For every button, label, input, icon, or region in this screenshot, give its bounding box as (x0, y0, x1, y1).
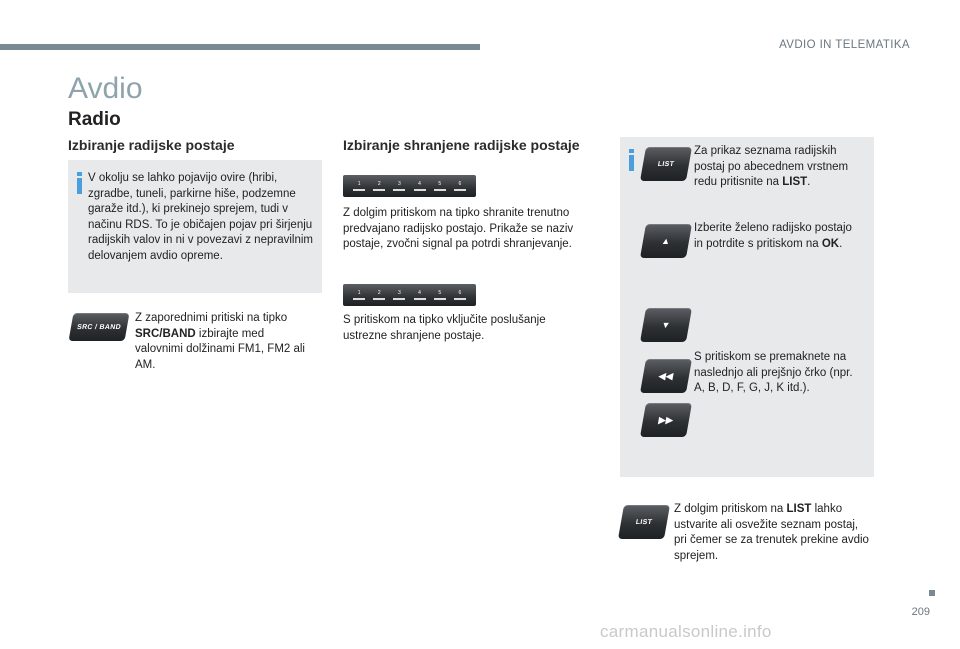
text-part: . (807, 176, 811, 188)
list-refresh-text (674, 502, 869, 564)
forward-glyph: ▶▶ (657, 414, 675, 425)
src-band-button-icon (69, 313, 130, 341)
rewind-icon (640, 359, 692, 393)
list-text (694, 144, 864, 191)
preset-buttons-icon-2 (343, 284, 476, 306)
text-part: izbirajte med valovnimi dolžinami FM1, FM2 ali AM. (135, 327, 305, 371)
preset-1: 1 (353, 181, 365, 191)
preset-recall-text: S pritiskom na tipko vključite poslušanje ustrezne shranjene postaje. (343, 314, 546, 342)
preset-3: 3 (393, 181, 405, 191)
select-station-text (694, 221, 864, 252)
text-part: Izberite želeno radijsko postajo in potrdite s pritiskom na (694, 222, 852, 250)
preset-6: 6 (454, 181, 466, 191)
preset-store-text: Z dolgim pritiskom na tipko shranite trenutno predvajano radijsko postajo. Prikaže se naziv postaje, zvočni signal pa potrdi shranjevanje. (343, 207, 574, 250)
preset-4: 4 (414, 181, 426, 191)
info-text: V okolju se lahko pojavijo ovire (hribi, zgradbe, tuneli, parkirne hiše, podzemne garaže itd.), ki prekinejo sprejem, tudi v načinu RDS. To je običajen pojav pri širjenju radijskih valov in ni v povezavi z nepravilnim delovanjem avdio opreme. (88, 172, 313, 262)
watermark: carmanualsonline.info (600, 622, 772, 641)
info-icon (76, 172, 84, 194)
preset-6: 6 (454, 290, 466, 300)
info-icon (628, 149, 636, 171)
section-title: AVDIO IN TELEMATIKA (779, 39, 910, 51)
text-bold: SRC/BAND (135, 327, 196, 340)
text-bold: LIST (786, 503, 812, 515)
down-glyph: ▼ (660, 320, 672, 330)
info-box (68, 160, 322, 293)
preset-buttons-icon (343, 175, 476, 197)
fast-forward-icon (640, 403, 692, 437)
preset-1: 1 (353, 290, 365, 300)
preset-3: 3 (393, 290, 405, 300)
page-number: 209 (911, 606, 930, 618)
text-part: Z dolgim pritiskom na (674, 503, 787, 515)
text-part: Za prikaz seznama radijskih postaj po abecednem vrstnem redu pritisnite na (694, 145, 849, 188)
preset-5: 5 (434, 290, 446, 300)
src-band-label: SRC / BAND (76, 323, 122, 331)
preset-5: 5 (434, 181, 446, 191)
text-part: lahko ustvarite ali osvežite seznam postaj, pri čemer se za trenutek prekine avdio sprejem. (674, 503, 869, 562)
up-glyph: ▲ (660, 236, 672, 246)
up-arrow-icon (640, 224, 692, 258)
rewind-glyph: ◀◀ (657, 370, 675, 381)
list-button-icon (640, 147, 692, 181)
list-button-icon-2 (618, 505, 670, 539)
text-bold: LIST (782, 176, 808, 188)
text-part: . (839, 237, 843, 250)
page-title: Avdio (68, 72, 143, 105)
letter-skip-text: S pritiskom se premaknete na naslednjo ali prejšnjo črko (npr. A, B, D, F, G, J, K itd.). (694, 351, 853, 394)
list-label: LIST (657, 160, 675, 168)
page-marker (929, 590, 935, 596)
preset-2: 2 (373, 181, 385, 191)
text-part: Z zaporednimi pritiski na tipko (135, 312, 288, 324)
heading-radio-select: Izbiranje radijske postaje (68, 137, 235, 153)
down-arrow-icon (640, 308, 692, 342)
preset-4: 4 (414, 290, 426, 300)
header-bar (0, 44, 480, 50)
src-band-text (135, 311, 305, 373)
text-bold: OK (821, 237, 840, 250)
page-subtitle: Radio (68, 109, 121, 130)
heading-preset-select: Izbiranje shranjene radijske postaje (343, 137, 580, 153)
preset-2: 2 (373, 290, 385, 300)
list-label: LIST (635, 518, 653, 526)
